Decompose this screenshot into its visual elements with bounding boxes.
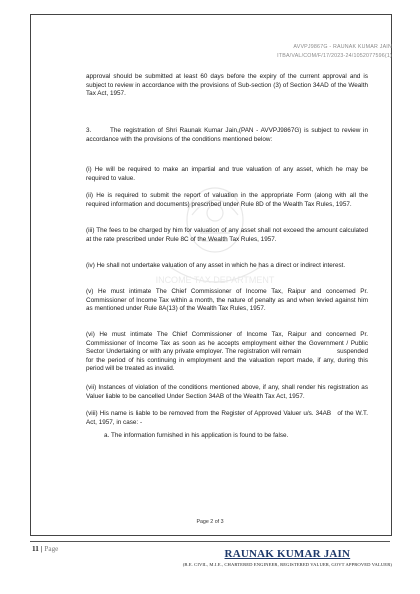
condition-block: [86, 166, 368, 183]
sub-condition-a: a. The information furnished in his application is found to be false.: [104, 432, 289, 439]
footer-valuer-name: RAUNAK KUMAR JAIN: [224, 548, 351, 560]
condition-block: [86, 331, 368, 374]
condition-block: [86, 288, 368, 314]
paragraph-approval-expiry: approval should be submitted at least 60 days before the expiry of the current approval and is subject to review in accordance with the provisions of Sub-section (3) of Section 34AD of the Wealth Tax Act, 1957.: [86, 73, 368, 98]
condition-viii: (viii) His name is liable to be removed from the Register of Approved Valuer u/s. 34AB of the W.T. Act, 1957, in case: -: [86, 410, 368, 426]
letter-body-conditions: [86, 127, 368, 144]
condition-i: (i) He will be required to make an impartial and true valuation of any asset, which he may be required to value.: [86, 166, 368, 182]
page-indicator: Page 2 of 3: [196, 519, 224, 525]
condition-block: [86, 262, 368, 271]
letter-body: [86, 73, 368, 99]
footer-page-number: [32, 545, 58, 553]
footer-separator: |: [40, 545, 43, 553]
footer-qualifications: (B.E. CIVIL, M.I.E., CHARTERED ENGINEER, REGISTERED VALUER, GOVT APPROVED VALUER): [182, 562, 392, 567]
header-reference-number: ITBA/VAL/COM/F/17/2023-24/1052077596(1): [277, 53, 392, 59]
paragraph-registration-review: 3. The registration of Shri Raunak Kumar Jain,(PAN - AVVPJ9867G) is subject to review in accordance with the provisions of the conditions mentioned below:: [86, 127, 368, 143]
condition-iv: (iv) He shall not undertake valuation of any asset in which he has a direct or indirect interest.: [86, 262, 346, 269]
footer-divider: [30, 541, 390, 542]
header-pan-name: AVVPJ9867G - RAUNAK KUMAR JAIN: [293, 44, 392, 50]
condition-vii: (vii) Instances of violation of the conditions mentioned above, if any, shall render his registration as Valuer liable to be cancelled Under Section 34AB of the Wealth Tax Act, 1957.: [86, 384, 368, 400]
condition-v: (v) He must intimate The Chief Commissioner of Income Tax, Raipur and concerned Pr. Commissioner of Income Tax within a month, the nature of penalty as and when levied against him as mentioned under Rule 8A(13) of the Wealth Tax Rules, 1957.: [86, 288, 368, 313]
condition-block: [86, 192, 368, 209]
condition-block: [86, 227, 368, 244]
condition-ii: (ii) He is required to submit the report of valuation in the appropriate Form (along with all the required information and documents) prescribed under Rule 8D of the Wealth Tax Rules, 1957.: [86, 192, 368, 208]
footer-page-count: 11: [32, 545, 39, 553]
condition-iii: (iii) The fees to be charged by him for valuation of any asset shall not exceed the amount calculated at the rate prescribed under Rule 8C of the Wealth Tax Rules, 1957.: [86, 227, 368, 243]
condition-block: [86, 410, 368, 427]
footer-page-word: Page: [44, 545, 59, 553]
footer-signature-block: [183, 548, 392, 567]
condition-vi: (vi) He must intimate The Chief Commissioner of Income Tax, Raipur and concerned Pr. Commissioner of Income Tax as soon as he accepts employment either the Government / Public Sector Undertaking or with any private employer. The registration will remain suspended for the period of his continuing in employment and the valuation report made, if any, during this period will be treated as invalid.: [86, 331, 368, 373]
condition-block: [86, 384, 368, 401]
condition-block: [104, 432, 368, 441]
